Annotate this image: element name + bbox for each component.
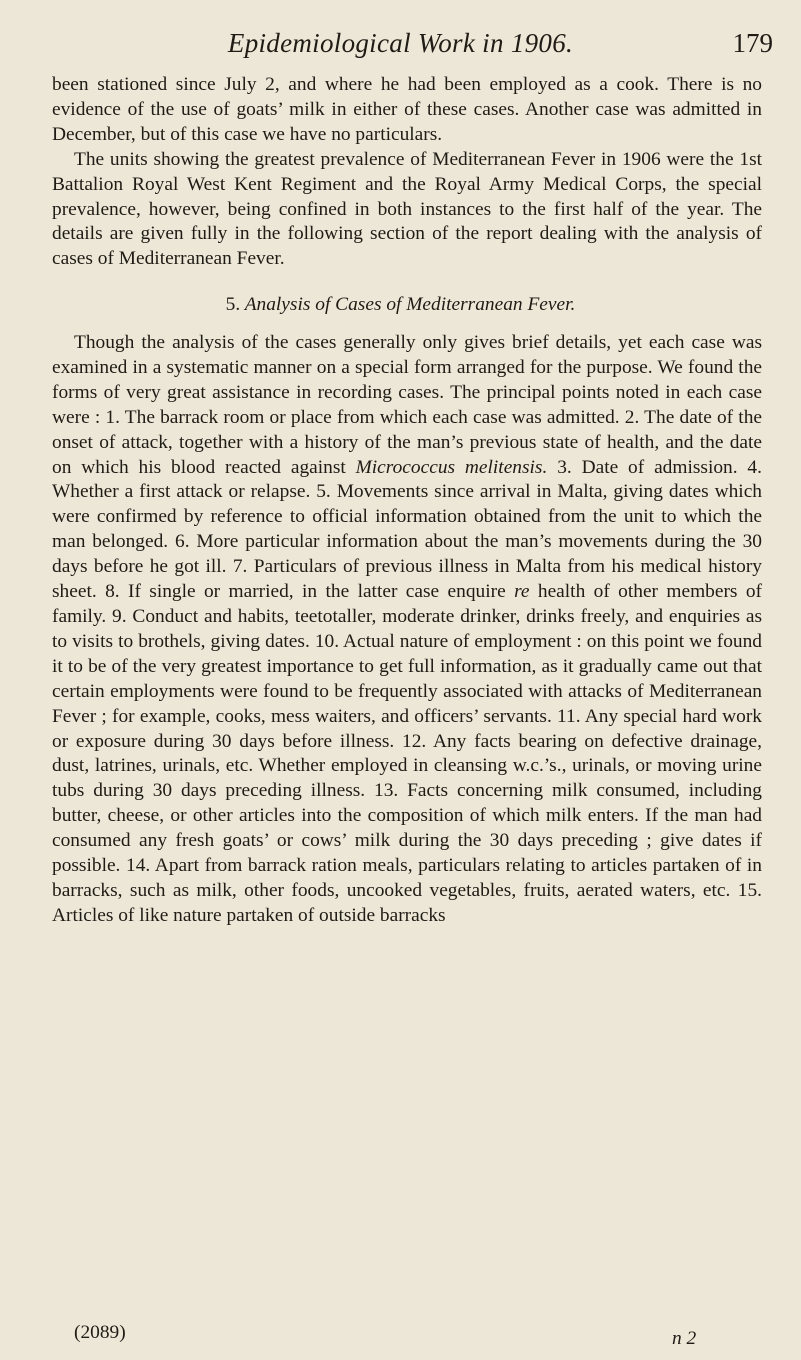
section-heading [0, 294, 801, 316]
opening-paragraphs [52, 73, 762, 272]
running-head: Epidemiological Work in 1906. [227, 28, 574, 58]
printer-signature: (2089) [74, 1322, 126, 1343]
analysis-text-part-1: Though the analysis of the cases generally only gives brief details, yet each case was examined in a systematic manner on a special form arranged for the purpose. We found the forms of very great assistance in recording cases. The principal points noted in each case were : 1. The barrack room or place from which each case was admitted. 2. The date of the onset of attack, together with a history of the man’s previous state of health, and the date on which his blood reacted against [52, 332, 762, 478]
analysis-text-part-2: 3. Date of admission. 4. Whether a first attack or relapse. 5. Movements since arrival in Malta, giving dates which were confirmed by reference to official information obtained from the unit to which the man belonged. 6. More particular information about the man’s movements during the 30 days before he got ill. 7. Particulars of previous illness in Malta from his medical history sheet. 8. If single or married, in the latter case enquire [52, 456, 762, 603]
organism-name: Micrococcus melitensis. [355, 456, 548, 478]
page-number: 179 [732, 28, 773, 58]
paragraph-continuation: been stationed since July 2, and where he had been employed as a cook. There is no evidence of the use of goats’ milk in either of these cases. Another case was admitted in December, but of this case we have no particulars. [52, 74, 762, 145]
section-title: Analysis of Cases of Mediterranean Fever. [244, 294, 576, 315]
paragraph-prevalence: The units showing the greatest prevalence of Mediterranean Fever in 1906 were the 1st Battalion Royal West Kent Regiment and the Royal Army Medical Corps, the special prevalence, however, being confined in both instances to the first half of the year. The details are given fully in the following section of the report dealing with the analysis of cases of Mediterranean Fever. [52, 148, 762, 270]
section-number: 5. [225, 294, 241, 315]
sheet-mark: n 2 [672, 1328, 697, 1349]
latin-re: re [514, 581, 530, 603]
page-footer [0, 1322, 801, 1352]
analysis-text-part-3: health of other members of family. 9. Conduct and habits, teetotaller, moderate drinker, drinks freely, and enquiries as to visits to brothels, giving dates. 10. Actual nature of employment : on this point we found it to be of the very greatest importance to get full information, as it gradually came out that certain employments were found to be frequently associated with attacks of Mediterranean Fever ; for example, cooks, mess waiters, and officers’ servants. 11. Any special hard work or exposure during 30 days before illness. 12. Any facts bearing on defective drainage, dust, latrines, urinals, etc. Whether employed in cleansing w.c.’s., urinals, or moving urine tubs during 30 days preceding illness. 13. Facts concerning milk consumed, including butter, cheese, or other articles into the composition of which milk enters. If the man had consumed any fresh goats’ or cows’ milk during the 30 days preceding ; give dates if possible. 14. Apart from barrack ration meals, particulars relating to articles partaken of in barracks, such as milk, other foods, uncooked vegetables, fruits, aerated waters, etc. 15. Articles of like nature partaken of outside barracks [52, 581, 763, 926]
analysis-text [52, 331, 762, 929]
page-header [0, 28, 801, 68]
analysis-paragraph [52, 331, 762, 929]
